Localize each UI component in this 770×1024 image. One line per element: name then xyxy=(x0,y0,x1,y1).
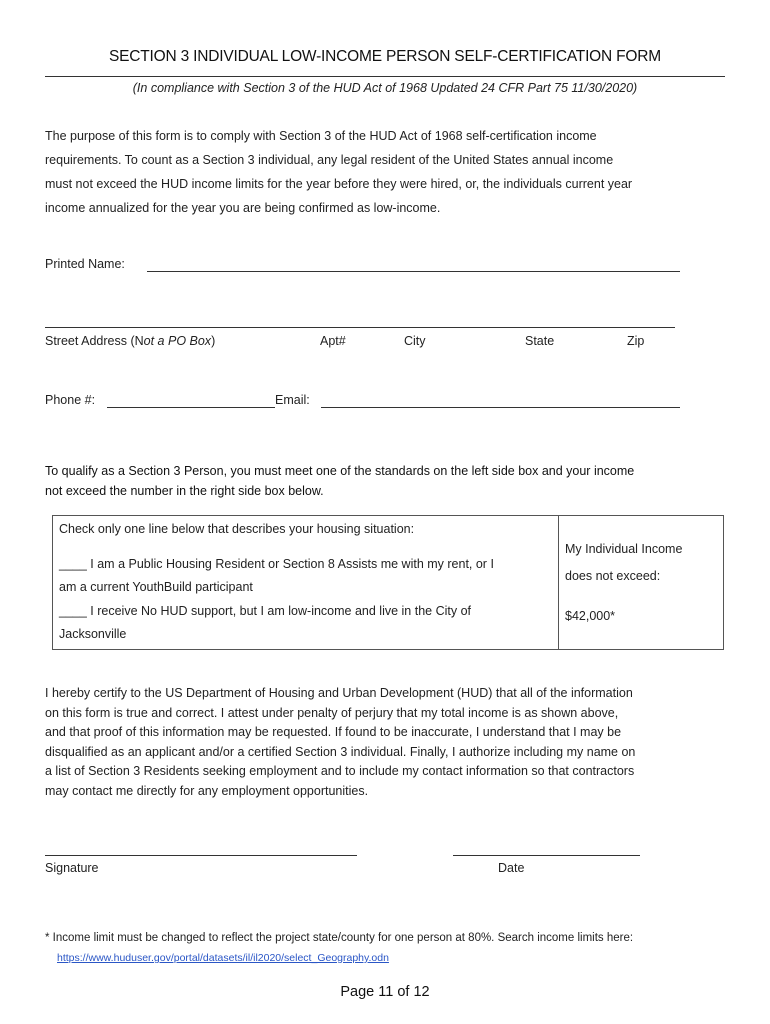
certify-line: a list of Section 3 Residents seeking employment and to include my contact information so that contractors xyxy=(45,764,635,778)
form-title: SECTION 3 INDIVIDUAL LOW-INCOME PERSON SELF-CERTIFICATION FORM xyxy=(109,48,661,65)
date-field[interactable] xyxy=(453,855,640,856)
income-limit-label-cont: does not exceed: xyxy=(565,569,661,583)
street-address-label-italic: ot a PO Box xyxy=(143,334,212,348)
qualify-line: To qualify as a Section 3 Person, you must meet one of the standards on the left side box and your income xyxy=(45,464,635,478)
certify-line: disqualified as an applicant and/or a certified Section 3 individual. Finally, I authorize including my name on xyxy=(45,744,636,759)
certification-paragraph xyxy=(45,684,725,801)
huduser-link[interactable]: https://www.huduser.gov/portal/datasets/il/il2020/select_Geography.odn xyxy=(57,952,389,964)
purpose-line: must not exceed the HUD income limits for the year before they were hired, or, the individuals current year xyxy=(45,177,633,191)
signature-field[interactable] xyxy=(45,855,357,856)
income-footnote: * Income limit must be changed to reflect the project state/county for one person at 80%. Search income limits here: xyxy=(45,932,634,944)
purpose-line: The purpose of this form is to comply with Section 3 of the HUD Act of 1968 self-certification income xyxy=(45,129,597,143)
purpose-line: income annualized for the year you are being confirmed as low-income. xyxy=(45,201,441,215)
income-limit-amount: $42,000* xyxy=(565,609,616,623)
qualify-paragraph xyxy=(45,461,735,501)
state-label: State xyxy=(525,334,555,348)
certify-line: and that proof of this information may be requested. If found to be inaccurate, I understand that I may be xyxy=(45,725,622,739)
form-subtitle: (In compliance with Section 3 of the HUD Act of 1968 Updated 24 CFR Part 75 11/30/2020) xyxy=(132,81,638,95)
housing-option-public-housing[interactable]: ____ I am a Public Housing Resident or Section 8 Assists me with my rent, or I xyxy=(59,557,494,571)
printed-name-label: Printed Name: xyxy=(45,257,125,271)
date-label: Date xyxy=(498,861,525,875)
title-divider xyxy=(45,76,725,77)
certify-line: on this form is true and correct. I attest under penalty of perjury that my total income is as shown above, xyxy=(45,705,619,720)
qualify-line: not exceed the number in the right side box below. xyxy=(45,484,324,498)
city-label: City xyxy=(404,334,426,348)
purpose-paragraph xyxy=(45,124,735,220)
phone-label: Phone #: xyxy=(45,393,96,407)
street-address-label-prefix: Street Address (N xyxy=(45,334,144,348)
box-divider xyxy=(558,515,559,650)
zip-label: Zip xyxy=(627,334,645,348)
housing-option-public-housing-cont: am a current YouthBuild participant xyxy=(59,580,253,594)
street-address-label-suffix: ) xyxy=(211,334,216,348)
street-address-label xyxy=(45,334,215,348)
email-field[interactable] xyxy=(321,407,680,408)
housing-option-no-hud-cont: Jacksonville xyxy=(59,627,127,641)
street-address-field[interactable] xyxy=(45,327,675,328)
income-limit-label: My Individual Income xyxy=(565,542,683,556)
printed-name-field[interactable] xyxy=(147,271,680,272)
phone-field[interactable] xyxy=(107,407,275,408)
email-label: Email: xyxy=(275,393,310,407)
apt-label: Apt# xyxy=(320,334,346,348)
certify-line: may contact me directly for any employment opportunities. xyxy=(45,783,369,798)
housing-instruction: Check only one line below that describes your housing situation: xyxy=(59,522,415,536)
housing-option-no-hud[interactable]: ____ I receive No HUD support, but I am low-income and live in the City of xyxy=(59,604,471,618)
signature-label: Signature xyxy=(45,861,99,875)
page-number: Page 11 of 12 xyxy=(340,984,430,1000)
certify-line: I hereby certify to the US Department of Housing and Urban Development (HUD) that all of the information xyxy=(45,686,633,700)
purpose-line: requirements. To count as a Section 3 individual, any legal resident of the United States annual income xyxy=(45,153,614,167)
